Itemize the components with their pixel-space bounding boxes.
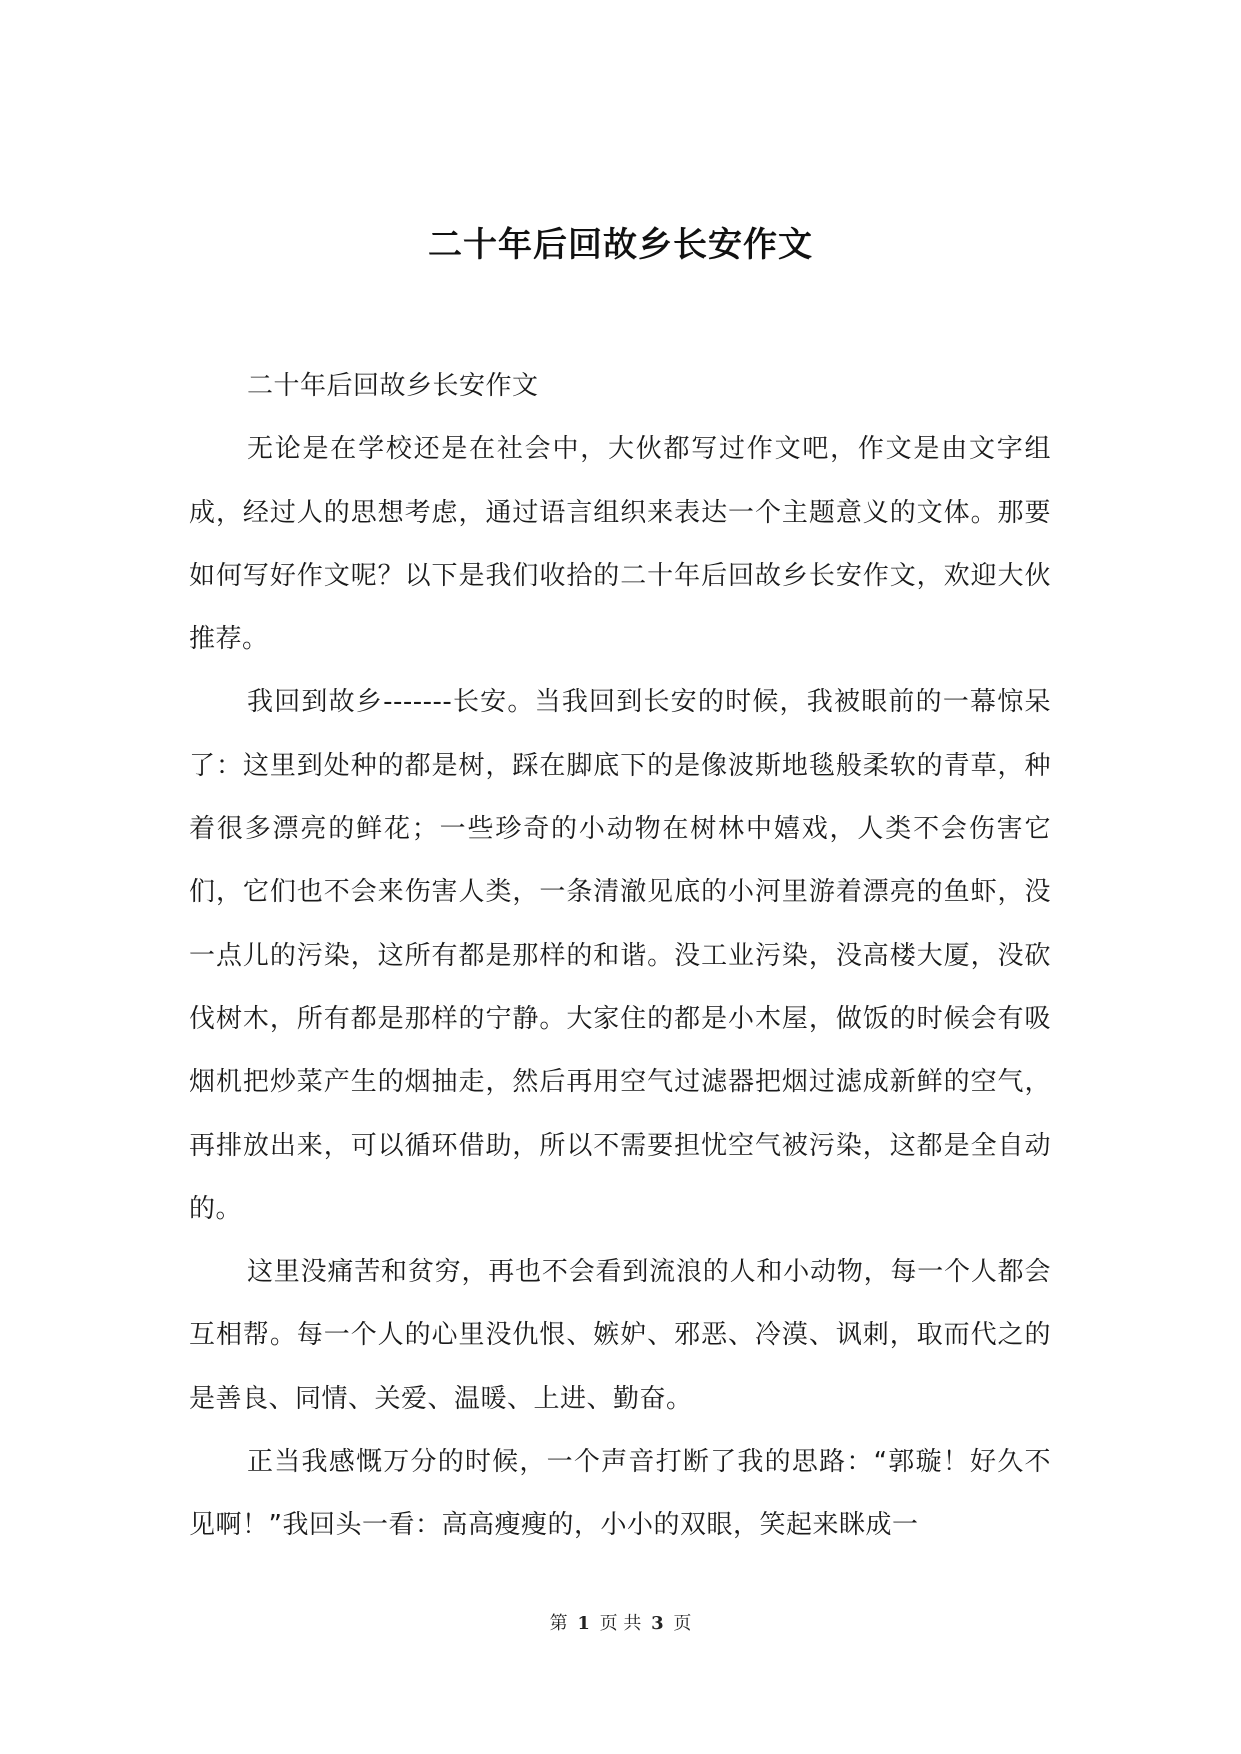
paragraph-intro: 无论是在学校还是在社会中，大伙都写过作文吧，作文是由文字组成，经过人的思想考虑，通过语言组织来表达一个主题意义的文体。那要如何写好作文呢？以下是我们收拾的二十年后回故乡长安作文，欢迎大伙推荐。: [189, 434, 1051, 655]
footer-middle: 页 共: [599, 1613, 642, 1634]
document-title: 二十年后回故乡长安作文: [428, 225, 813, 265]
paragraph-no-suffering: 这里没痛苦和贫穷，再也不会看到流浪的人和小动物，每一个人都会互相帮。每一个人的心里没仇恨、嫉妒、邪恶、冷漠、讽刺，取而代之的是善良、同情、关爱、温暖、上进、勤奋。: [189, 1257, 1051, 1414]
paragraph-return-home: 我回到故乡-------长安。当我回到长安的时候，我被眼前的一幕惊呆了：这里到处种的都是树，踩在脚底下的是像波斯地毯般柔软的青草，种着很多漂亮的鲜花；一些珍奇的小动物在树林中嬉戏，人类不会伤害它们，它们也不会来伤害人类，一条清澈见底的小河里游着漂亮的鱼虾，没一点儿的污染，这所有都是那样的和谐。没工业污染，没高楼大厦，没砍伐树木，所有都是那样的宁静。大家住的都是小木屋，做饭的时候会有吸烟机把炒菜产生的烟抽走，然后再用空气过滤器把烟过滤成新鲜的空气，再排放出来，可以循环借助，所以不需要担忧空气被污染，这都是全自动的。: [189, 687, 1051, 1224]
document-body: [189, 355, 1051, 1558]
paragraph-subtitle: 二十年后回故乡长安作文: [247, 371, 539, 401]
footer-prefix: 第: [549, 1613, 568, 1634]
footer-page-number: 1: [577, 1613, 590, 1634]
footer-suffix: 页: [673, 1613, 692, 1634]
paragraph-voice-interrupt: 正当我感慨万分的时候，一个声音打断了我的思路：“郭璇！好久不见啊！”我回头一看：高高瘦瘦的，小小的双眼，笑起来眯成一: [189, 1447, 1051, 1541]
page-footer: [0, 1612, 1241, 1636]
footer-total-pages: 3: [651, 1613, 664, 1634]
